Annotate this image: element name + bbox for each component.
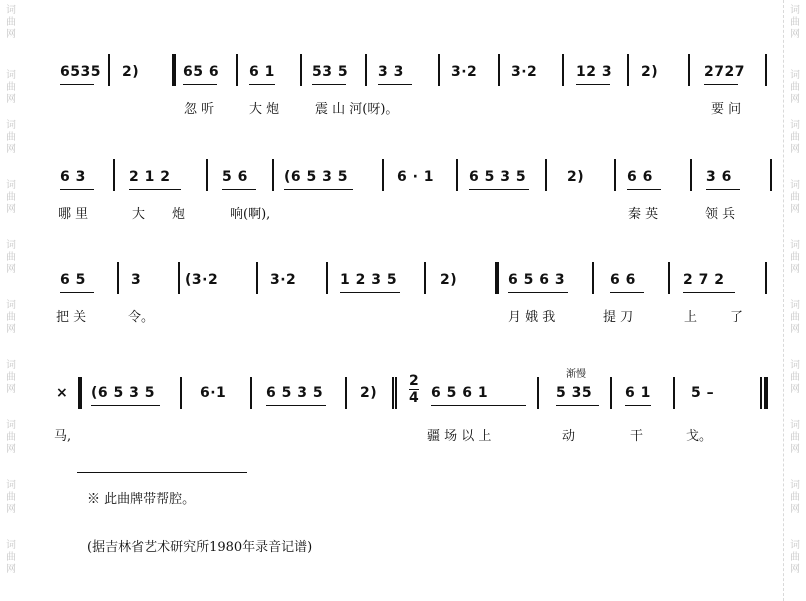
note-group: 6 5 6 3 xyxy=(508,272,566,288)
lyric-text: 大 xyxy=(132,207,146,222)
lyric-text: 忽 听 xyxy=(184,102,215,117)
beam-line xyxy=(60,189,94,190)
barline xyxy=(345,377,347,409)
barline xyxy=(673,377,675,409)
note-group: 6 1 xyxy=(625,385,651,401)
watermark-right-0: 词 曲 网 xyxy=(790,5,800,40)
note-group: 6 5 6 1 xyxy=(431,385,489,401)
lyric-text: 震 山 河(呀)。 xyxy=(315,102,399,117)
beam-line xyxy=(60,292,94,293)
note-group: 6 5 3 5 xyxy=(266,385,324,401)
barline xyxy=(424,262,426,294)
note-group: × xyxy=(56,385,69,401)
beam-line xyxy=(625,405,651,406)
note-group: 3·2 xyxy=(270,272,297,288)
watermark-right-2: 词 曲 网 xyxy=(790,120,800,155)
barline xyxy=(688,54,690,86)
barline xyxy=(117,262,119,294)
note-group: 5 – xyxy=(691,385,715,401)
note-group: 2727 xyxy=(704,64,745,80)
note-group: 6 6 xyxy=(627,169,653,185)
note-group: 12 3 xyxy=(576,64,613,80)
beam-line xyxy=(610,292,644,293)
beam-line xyxy=(340,292,400,293)
note-group: 5 35 xyxy=(556,385,593,401)
barline xyxy=(537,377,539,409)
barline-double xyxy=(174,54,176,86)
time-signature xyxy=(409,373,419,406)
note-group: 3·2 xyxy=(451,64,478,80)
beam-line xyxy=(431,405,526,406)
barline xyxy=(438,54,440,86)
note-group: 6 3 xyxy=(60,169,86,185)
watermark-left-4: 词 曲 网 xyxy=(6,240,16,275)
score-line-3 xyxy=(0,266,806,346)
lyric-text: 令。 xyxy=(128,310,155,325)
beam-line xyxy=(91,405,160,406)
watermark-left-7: 词 曲 网 xyxy=(6,420,16,455)
lyric-text: 炮 xyxy=(172,207,186,222)
note-group: 6 5 3 5 xyxy=(469,169,527,185)
barline xyxy=(498,54,500,86)
barline xyxy=(668,262,670,294)
note-group: 3 6 xyxy=(706,169,732,185)
beam-line xyxy=(249,84,275,85)
barline xyxy=(250,377,252,409)
note-group: 3 3 xyxy=(378,64,404,80)
barline xyxy=(627,54,629,86)
note-group: 5 6 xyxy=(222,169,248,185)
footnote-source: (据吉林省艺术研究所1980年录音记谱) xyxy=(87,540,313,555)
barline-double xyxy=(497,262,499,294)
watermark-right-3: 词 曲 网 xyxy=(790,180,800,215)
beam-line xyxy=(378,84,412,85)
lyric-text: 马, xyxy=(54,429,72,444)
watermark-left-8: 词 曲 网 xyxy=(6,480,16,515)
lyric-text: 月 娥 我 xyxy=(508,310,556,325)
barline-double xyxy=(764,377,768,409)
note-group: 2) xyxy=(567,169,585,185)
note-group: 53 5 xyxy=(312,64,349,80)
note-group: (6 5 3 5 xyxy=(91,385,155,401)
barline xyxy=(760,377,762,409)
watermark-right-8: 词 曲 网 xyxy=(790,480,800,515)
barline-double xyxy=(80,377,82,409)
watermark-right-6: 词 曲 网 xyxy=(790,360,800,395)
note-group: 6535 xyxy=(60,64,101,80)
beam-line xyxy=(576,84,610,85)
barline xyxy=(614,159,616,191)
note-group: 65 6 xyxy=(183,64,220,80)
watermark-left-6: 词 曲 网 xyxy=(6,360,16,395)
lyric-text: 干 xyxy=(630,429,644,444)
tempo-mark: 渐慢 xyxy=(566,369,586,380)
barline xyxy=(690,159,692,191)
note-group: 6 5 xyxy=(60,272,86,288)
lyric-text: 戈。 xyxy=(686,429,713,444)
beam-line xyxy=(683,292,735,293)
barline xyxy=(365,54,367,86)
lyric-text: 动 xyxy=(562,429,576,444)
beam-line xyxy=(222,189,256,190)
note-group: (3·2 xyxy=(185,272,219,288)
barline xyxy=(592,262,594,294)
watermark-right-5: 词 曲 网 xyxy=(790,300,800,335)
watermark-left-1: 词 曲 网 xyxy=(6,70,16,105)
beam-line xyxy=(704,84,738,85)
barline xyxy=(300,54,302,86)
beam-line xyxy=(556,405,599,406)
lyric-text: 提 刀 xyxy=(603,310,634,325)
note-group: 3 xyxy=(131,272,142,288)
lyric-text: 大 炮 xyxy=(249,102,280,117)
time-signature-bottom: 4 xyxy=(409,390,420,406)
barline xyxy=(113,159,115,191)
lyric-text: 疆 场 以 上 xyxy=(427,429,492,444)
note-group: 6 1 xyxy=(249,64,275,80)
footnote-choral: ※ 此曲牌带帮腔。 xyxy=(87,492,196,507)
barline xyxy=(178,262,180,294)
note-group: 3·2 xyxy=(511,64,538,80)
barline xyxy=(765,262,767,294)
note-group: 2) xyxy=(360,385,378,401)
lyric-text: 响(啊), xyxy=(230,207,271,222)
barline-double xyxy=(395,377,397,409)
beam-line xyxy=(706,189,740,190)
barline xyxy=(382,159,384,191)
barline xyxy=(326,262,328,294)
barline xyxy=(206,159,208,191)
beam-line xyxy=(284,189,353,190)
barline xyxy=(392,377,394,409)
lyric-text: 秦 英 xyxy=(628,207,659,222)
note-group: 2 1 2 xyxy=(129,169,171,185)
lyric-text: 领 兵 xyxy=(705,207,736,222)
barline xyxy=(180,377,182,409)
watermark-left-9: 词 曲 网 xyxy=(6,540,16,575)
beam-line xyxy=(183,84,217,85)
beam-line xyxy=(60,84,94,85)
watermark-left-5: 词 曲 网 xyxy=(6,300,16,335)
barline xyxy=(256,262,258,294)
lyric-text: 哪 里 xyxy=(58,207,89,222)
score-line-2 xyxy=(0,163,806,243)
watermark-left-2: 词 曲 网 xyxy=(6,120,16,155)
barline xyxy=(272,159,274,191)
barline xyxy=(545,159,547,191)
barline xyxy=(562,54,564,86)
watermark-left-3: 词 曲 网 xyxy=(6,180,16,215)
barline xyxy=(236,54,238,86)
watermark-right-1: 词 曲 网 xyxy=(790,70,800,105)
note-group: 1 2 3 5 xyxy=(340,272,398,288)
beam-line xyxy=(266,405,326,406)
barline xyxy=(456,159,458,191)
time-signature-top: 2 xyxy=(409,373,420,389)
barline xyxy=(108,54,110,86)
footnote-separator xyxy=(77,472,247,473)
note-group: (6 5 3 5 xyxy=(284,169,348,185)
lyric-text: 了 xyxy=(730,310,744,325)
lyric-text: 要 问 xyxy=(711,102,742,117)
lyric-text: 把 关 xyxy=(56,310,87,325)
note-group: 2) xyxy=(440,272,458,288)
note-group: 2) xyxy=(641,64,659,80)
beam-line xyxy=(129,189,181,190)
beam-line xyxy=(469,189,529,190)
barline xyxy=(765,54,767,86)
watermark-left-0: 词 曲 网 xyxy=(6,5,16,40)
watermark-right-9: 词 曲 网 xyxy=(790,540,800,575)
watermark-right-7: 词 曲 网 xyxy=(790,420,800,455)
lyric-text: 上 xyxy=(684,310,698,325)
note-group: 6 · 1 xyxy=(397,169,435,185)
beam-line xyxy=(508,292,568,293)
beam-line xyxy=(312,84,346,85)
barline xyxy=(770,159,772,191)
note-group: 2 7 2 xyxy=(683,272,725,288)
barline xyxy=(610,377,612,409)
beam-line xyxy=(627,189,661,190)
note-group: 6 6 xyxy=(610,272,636,288)
score-line-1 xyxy=(0,58,806,138)
note-group: 6·1 xyxy=(200,385,227,401)
watermark-right-4: 词 曲 网 xyxy=(790,240,800,275)
note-group: 2) xyxy=(122,64,140,80)
